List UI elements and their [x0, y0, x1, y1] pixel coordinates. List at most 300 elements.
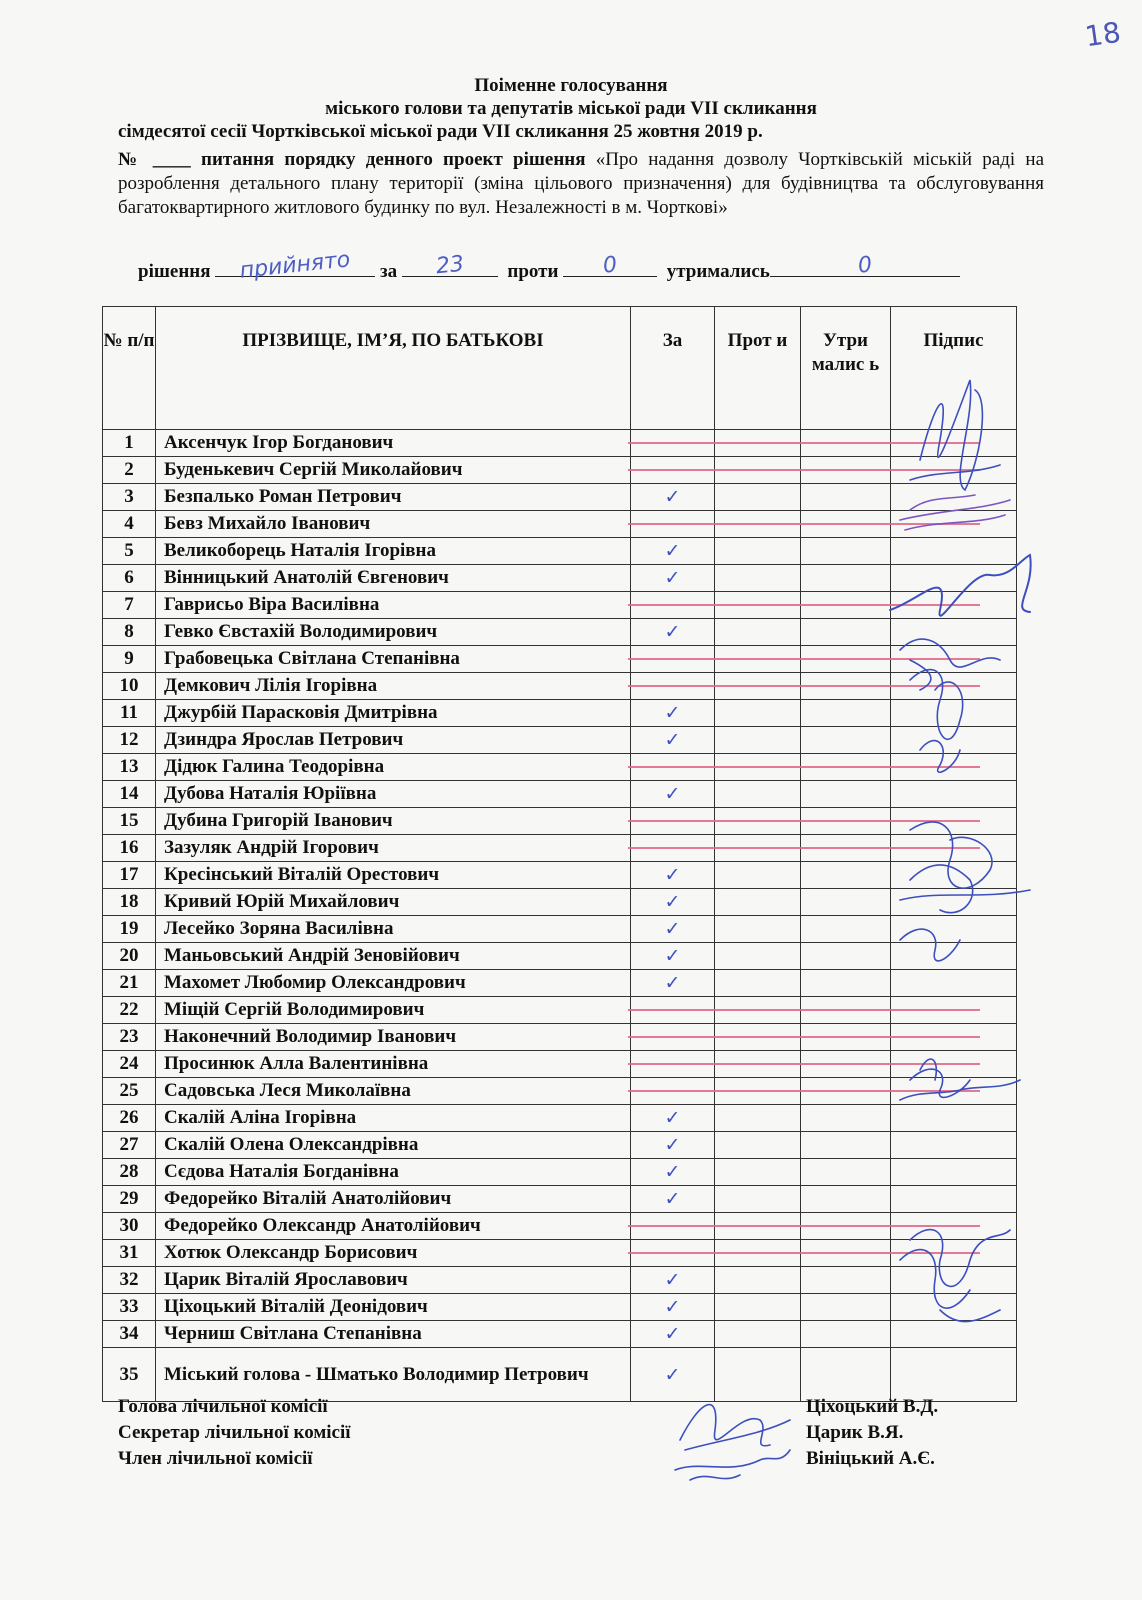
member-name: Аксенчук Ігор Богданович: [156, 430, 631, 457]
vote-abstain-cell: [801, 943, 891, 970]
signature-cell: [891, 538, 1017, 565]
vote-for-cell: [631, 727, 715, 754]
vote-for-cell: [631, 1213, 715, 1240]
vote-against-cell: [715, 997, 801, 1024]
table-row: [103, 1132, 1017, 1159]
member-name: Міщій Сергій Володимирович: [156, 997, 631, 1024]
vote-abstain-cell: [801, 781, 891, 808]
vote-against-cell: [715, 565, 801, 592]
check-mark-icon: ✓: [664, 1188, 681, 1210]
vote-abstain-cell: [801, 727, 891, 754]
vote-for-cell: [631, 997, 715, 1024]
vote-abstain-cell: [801, 916, 891, 943]
header-session: сімдесятої сесії Чортківської міської ради VII скликання 25 жовтня 2019 р.: [118, 121, 763, 142]
member-name: Наконечний Володимир Іванович: [156, 1024, 631, 1051]
vote-abstain-cell: [801, 1024, 891, 1051]
signature-cell: [891, 835, 1017, 862]
vote-against-cell: [715, 511, 801, 538]
vote-table: [102, 306, 1017, 1402]
member-name: Грабовецька Світлана Степанівна: [156, 646, 631, 673]
signature-cell: [891, 943, 1017, 970]
row-number: 25: [103, 1078, 156, 1105]
vote-against-cell: [715, 727, 801, 754]
for-label: за: [380, 261, 398, 282]
check-mark-icon: ✓: [664, 1296, 681, 1318]
check-mark-icon: ✓: [664, 486, 681, 508]
signature-cell: [891, 484, 1017, 511]
vote-for-cell: [631, 970, 715, 997]
signature-cell: [891, 565, 1017, 592]
table-row: [103, 862, 1017, 889]
vote-abstain-cell: [801, 646, 891, 673]
vote-for-cell: [631, 1159, 715, 1186]
vote-abstain-cell: [801, 1132, 891, 1159]
table-row: [103, 916, 1017, 943]
vote-against-cell: [715, 781, 801, 808]
name-member: Вініцький А.Є.: [806, 1448, 935, 1469]
row-number: 14: [103, 781, 156, 808]
vote-abstain-cell: [801, 538, 891, 565]
vote-against-cell: [715, 1321, 801, 1348]
against-label: проти: [507, 261, 559, 282]
vote-for-cell: [631, 835, 715, 862]
vote-abstain-cell: [801, 1294, 891, 1321]
signature-cell: [891, 430, 1017, 457]
col-abstain-header: Утри малис ь: [801, 307, 891, 430]
vote-against-cell: [715, 943, 801, 970]
signature-cell: [891, 1051, 1017, 1078]
row-number: 23: [103, 1024, 156, 1051]
vote-for-cell: [631, 889, 715, 916]
vote-against-cell: [715, 457, 801, 484]
col-signature-header: Підпис: [891, 307, 1017, 430]
col-for-header: За: [631, 307, 715, 430]
row-number: 17: [103, 862, 156, 889]
vote-against-cell: [715, 1105, 801, 1132]
signature-cell: [891, 1105, 1017, 1132]
table-row: [103, 457, 1017, 484]
vote-abstain-cell: [801, 1267, 891, 1294]
vote-for-cell: [631, 781, 715, 808]
table-row: [103, 511, 1017, 538]
vote-against-cell: [715, 538, 801, 565]
vote-for-cell: [631, 1348, 715, 1402]
issue-text: «Про надання дозволу Чортківській міській раді на розроблення детального плану території (зміна цільового призначення) для будівництва та обслуговування багатоквартирного житлового будинку по вул. Незалежності в м. Чорткові»: [118, 149, 1044, 218]
for-value: 23: [434, 251, 466, 280]
row-number: 34: [103, 1321, 156, 1348]
signature-cell: [891, 808, 1017, 835]
vote-for-cell: [631, 1051, 715, 1078]
decision-label: рішення: [138, 261, 211, 282]
name-chair: Ціхоцький В.Д.: [806, 1396, 939, 1417]
vote-for-cell: [631, 430, 715, 457]
commission-names: [806, 1394, 938, 1472]
vote-for-cell: [631, 538, 715, 565]
row-number: 32: [103, 1267, 156, 1294]
row-number: 8: [103, 619, 156, 646]
vote-abstain-cell: [801, 700, 891, 727]
abstained-blank: [770, 252, 960, 279]
decision-blank: [215, 247, 375, 284]
vote-against-cell: [715, 1024, 801, 1051]
vote-against-cell: [715, 1159, 801, 1186]
row-number: 1: [103, 430, 156, 457]
member-name: Хотюк Олександр Борисович: [156, 1240, 631, 1267]
vote-for-cell: [631, 592, 715, 619]
signature-cell: [891, 1078, 1017, 1105]
check-mark-icon: ✓: [664, 945, 681, 967]
name-secretary: Царик В.Я.: [806, 1422, 904, 1443]
vote-abstain-cell: [801, 565, 891, 592]
member-name: Черниш Світлана Степанівна: [156, 1321, 631, 1348]
signature-cell: [891, 1132, 1017, 1159]
table-row: [103, 1051, 1017, 1078]
check-mark-icon: ✓: [664, 783, 681, 805]
row-number: 4: [103, 511, 156, 538]
table-row: [103, 430, 1017, 457]
row-number: 2: [103, 457, 156, 484]
vote-abstain-cell: [801, 1213, 891, 1240]
vote-against-cell: [715, 808, 801, 835]
vote-against-cell: [715, 592, 801, 619]
row-number: 33: [103, 1294, 156, 1321]
issue-prefix: № ____ питання порядку денного проект рішення: [118, 149, 586, 170]
table-row: [103, 1078, 1017, 1105]
row-number: 35: [103, 1348, 156, 1402]
row-number: 11: [103, 700, 156, 727]
signature-cell: [891, 781, 1017, 808]
member-name: Буденькевич Сергій Миколайович: [156, 457, 631, 484]
vote-against-cell: [715, 889, 801, 916]
vote-for-cell: [631, 457, 715, 484]
signature-cell: [891, 646, 1017, 673]
table-row: [103, 997, 1017, 1024]
signature-cell: [891, 727, 1017, 754]
member-name: Скалій Аліна Ігорівна: [156, 1105, 631, 1132]
table-row: [103, 1267, 1017, 1294]
vote-abstain-cell: [801, 1240, 891, 1267]
signature-cell: [891, 889, 1017, 916]
table-row: [103, 484, 1017, 511]
check-mark-icon: ✓: [664, 1107, 681, 1129]
vote-abstain-cell: [801, 1051, 891, 1078]
role-member: Член лічильної комісії: [118, 1448, 313, 1469]
table-row: [103, 970, 1017, 997]
signature-cell: [891, 673, 1017, 700]
vote-against-cell: [715, 673, 801, 700]
vote-for-cell: [631, 754, 715, 781]
vote-for-cell: [631, 619, 715, 646]
table-row: [103, 754, 1017, 781]
vote-against-cell: [715, 1132, 801, 1159]
for-blank: [402, 251, 498, 280]
vote-for-cell: [631, 943, 715, 970]
vote-against-cell: [715, 1051, 801, 1078]
check-mark-icon: ✓: [664, 1323, 681, 1345]
row-number: 10: [103, 673, 156, 700]
vote-for-cell: [631, 1132, 715, 1159]
decision-line: [138, 247, 1038, 284]
check-mark-icon: ✓: [664, 621, 681, 643]
signature-cell: [891, 1267, 1017, 1294]
signature-cell: [891, 916, 1017, 943]
vote-for-cell: [631, 511, 715, 538]
signature-cell: [891, 592, 1017, 619]
abstained-label: утримались: [666, 261, 770, 282]
member-name: Гевко Євстахій Володимирович: [156, 619, 631, 646]
vote-against-cell: [715, 484, 801, 511]
vote-abstain-cell: [801, 1159, 891, 1186]
vote-for-cell: [631, 1240, 715, 1267]
row-number: 22: [103, 997, 156, 1024]
table-row: [103, 781, 1017, 808]
row-number: 3: [103, 484, 156, 511]
row-number: 24: [103, 1051, 156, 1078]
vote-against-cell: [715, 835, 801, 862]
commission-roles: [118, 1394, 351, 1472]
member-name: Федорейко Олександр Анатолійович: [156, 1213, 631, 1240]
col-name-header: ПРІЗВИЩЕ, ІМ’Я, ПО БАТЬКОВІ: [156, 307, 631, 430]
vote-abstain-cell: [801, 1078, 891, 1105]
vote-abstain-cell: [801, 592, 891, 619]
vote-abstain-cell: [801, 862, 891, 889]
row-number: 18: [103, 889, 156, 916]
row-number: 31: [103, 1240, 156, 1267]
vote-for-cell: [631, 1024, 715, 1051]
signature-cell: [891, 619, 1017, 646]
col-num-header: № п/п: [103, 307, 156, 430]
member-name: Махомет Любомир Олександрович: [156, 970, 631, 997]
signature-cell: [891, 700, 1017, 727]
check-mark-icon: ✓: [664, 567, 681, 589]
signature-cell: [891, 754, 1017, 781]
member-name: Демкович Лілія Ігорівна: [156, 673, 631, 700]
vote-against-cell: [715, 970, 801, 997]
row-number: 28: [103, 1159, 156, 1186]
signature-cell: [891, 1294, 1017, 1321]
vote-against-cell: [715, 1348, 801, 1402]
member-name: Лесейко Зоряна Василівна: [156, 916, 631, 943]
vote-abstain-cell: [801, 754, 891, 781]
vote-abstain-cell: [801, 457, 891, 484]
row-number: 12: [103, 727, 156, 754]
header-subtitle: міського голови та депутатів міської ради VII скликання: [325, 98, 817, 119]
vote-abstain-cell: [801, 889, 891, 916]
vote-for-cell: [631, 646, 715, 673]
agenda-issue: [118, 148, 1044, 220]
table-header-row: [103, 307, 1017, 430]
document-header: [0, 74, 1142, 143]
member-name: Садовська Леся Миколаївна: [156, 1078, 631, 1105]
vote-against-cell: [715, 1294, 801, 1321]
member-name: Кривий Юрій Михайлович: [156, 889, 631, 916]
table-row: [103, 565, 1017, 592]
member-name: Бевз Михайло Іванович: [156, 511, 631, 538]
vote-against-cell: [715, 754, 801, 781]
check-mark-icon: ✓: [664, 540, 681, 562]
header-title: Поіменне голосування: [474, 75, 668, 96]
decision-value: прийнято: [238, 247, 352, 284]
vote-abstain-cell: [801, 835, 891, 862]
row-number: 26: [103, 1105, 156, 1132]
signature-cell: [891, 1159, 1017, 1186]
row-number: 15: [103, 808, 156, 835]
member-name: Скалій Олена Олександрівна: [156, 1132, 631, 1159]
check-mark-icon: ✓: [664, 702, 681, 724]
vote-for-cell: [631, 673, 715, 700]
signature-cell: [891, 1321, 1017, 1348]
vote-for-cell: [631, 1078, 715, 1105]
check-mark-icon: ✓: [664, 864, 681, 886]
signature-cell: [891, 997, 1017, 1024]
vote-abstain-cell: [801, 673, 891, 700]
vote-against-cell: [715, 430, 801, 457]
member-name: Ціхоцький Віталій Деонідович: [156, 1294, 631, 1321]
table-row: [103, 646, 1017, 673]
table-row: [103, 592, 1017, 619]
vote-abstain-cell: [801, 1321, 891, 1348]
vote-for-cell: [631, 1186, 715, 1213]
table-row: [103, 1186, 1017, 1213]
member-name: Кресінський Віталій Орестович: [156, 862, 631, 889]
row-number: 20: [103, 943, 156, 970]
vote-for-cell: [631, 700, 715, 727]
table-row: [103, 619, 1017, 646]
vote-against-cell: [715, 862, 801, 889]
row-number: 5: [103, 538, 156, 565]
vote-against-cell: [715, 1240, 801, 1267]
vote-abstain-cell: [801, 808, 891, 835]
signature-cell: [891, 1213, 1017, 1240]
table-row: [103, 673, 1017, 700]
member-name: Федорейко Віталій Анатолійович: [156, 1186, 631, 1213]
role-secretary: Секретар лічильної комісії: [118, 1422, 351, 1443]
member-name: Вінницький Анатолій Євгенович: [156, 565, 631, 592]
vote-against-cell: [715, 619, 801, 646]
vote-abstain-cell: [801, 484, 891, 511]
row-number: 29: [103, 1186, 156, 1213]
row-number: 16: [103, 835, 156, 862]
check-mark-icon: ✓: [664, 918, 681, 940]
table-row: [103, 889, 1017, 916]
check-mark-icon: ✓: [664, 891, 681, 913]
vote-against-cell: [715, 1267, 801, 1294]
row-number: 30: [103, 1213, 156, 1240]
row-number: 19: [103, 916, 156, 943]
vote-for-cell: [631, 808, 715, 835]
member-name: Зазуляк Андрій Ігорович: [156, 835, 631, 862]
table-row: [103, 943, 1017, 970]
against-value: 0: [601, 252, 619, 279]
signature-cell: [891, 1240, 1017, 1267]
vote-for-cell: [631, 1267, 715, 1294]
signature-cell: [891, 457, 1017, 484]
member-name: Царик Віталій Ярославович: [156, 1267, 631, 1294]
vote-against-cell: [715, 1213, 801, 1240]
row-number: 27: [103, 1132, 156, 1159]
member-name: Дубова Наталія Юріївна: [156, 781, 631, 808]
vote-abstain-cell: [801, 619, 891, 646]
member-name: Гаврисьо Віра Василівна: [156, 592, 631, 619]
row-number: 6: [103, 565, 156, 592]
row-number: 9: [103, 646, 156, 673]
check-mark-icon: ✓: [664, 729, 681, 751]
row-number: 21: [103, 970, 156, 997]
signature-cell: [891, 511, 1017, 538]
vote-for-cell: [631, 1105, 715, 1132]
abstained-value: 0: [856, 252, 874, 279]
vote-abstain-cell: [801, 511, 891, 538]
signature-cell: [891, 862, 1017, 889]
table-row: [103, 1240, 1017, 1267]
member-name: Дідюк Галина Теодорівна: [156, 754, 631, 781]
check-mark-icon: ✓: [664, 1161, 681, 1183]
vote-abstain-cell: [801, 1105, 891, 1132]
vote-against-cell: [715, 700, 801, 727]
member-name: Маньовський Андрій Зеновійович: [156, 943, 631, 970]
row-number: 13: [103, 754, 156, 781]
role-chair: Голова лічильної комісії: [118, 1396, 328, 1417]
vote-against-cell: [715, 1186, 801, 1213]
check-mark-icon: ✓: [664, 1134, 681, 1156]
member-name: Безпалько Роман Петрович: [156, 484, 631, 511]
vote-for-cell: [631, 484, 715, 511]
member-name: Дубина Григорій Іванович: [156, 808, 631, 835]
table-row: [103, 1159, 1017, 1186]
member-name: Просинюк Алла Валентинівна: [156, 1051, 631, 1078]
table-row: [103, 1213, 1017, 1240]
table-row: [103, 1321, 1017, 1348]
signature-cell: [891, 970, 1017, 997]
vote-abstain-cell: [801, 970, 891, 997]
signature-cell: [891, 1024, 1017, 1051]
check-mark-icon: ✓: [664, 1363, 681, 1386]
table-row: [103, 1105, 1017, 1132]
member-name: Дзиндра Ярослав Петрович: [156, 727, 631, 754]
table-row: [103, 538, 1017, 565]
table-row: [103, 808, 1017, 835]
col-against-header: Прот и: [715, 307, 801, 430]
vote-against-cell: [715, 646, 801, 673]
row-number: 7: [103, 592, 156, 619]
vote-against-cell: [715, 916, 801, 943]
check-mark-icon: ✓: [664, 1269, 681, 1291]
table-row: [103, 1024, 1017, 1051]
vote-abstain-cell: [801, 997, 891, 1024]
vote-for-cell: [631, 1294, 715, 1321]
member-name: Великоборець Наталія Ігорівна: [156, 538, 631, 565]
table-row: [103, 727, 1017, 754]
vote-abstain-cell: [801, 430, 891, 457]
page-number: 18: [1082, 15, 1123, 54]
vote-for-cell: [631, 862, 715, 889]
vote-table-body: [103, 430, 1017, 1402]
vote-for-cell: [631, 916, 715, 943]
signature-cell: [891, 1186, 1017, 1213]
against-blank: [563, 252, 657, 279]
table-row: [103, 835, 1017, 862]
vote-for-cell: [631, 1321, 715, 1348]
table-row: [103, 1294, 1017, 1321]
check-mark-icon: ✓: [664, 972, 681, 994]
vote-for-cell: [631, 565, 715, 592]
vote-against-cell: [715, 1078, 801, 1105]
vote-abstain-cell: [801, 1186, 891, 1213]
table-row: [103, 700, 1017, 727]
member-name: Міський голова - Шматько Володимир Петрович: [156, 1348, 631, 1402]
member-name: Джурбій Парасковія Дмитрівна: [156, 700, 631, 727]
member-name: Сєдова Наталія Богданівна: [156, 1159, 631, 1186]
